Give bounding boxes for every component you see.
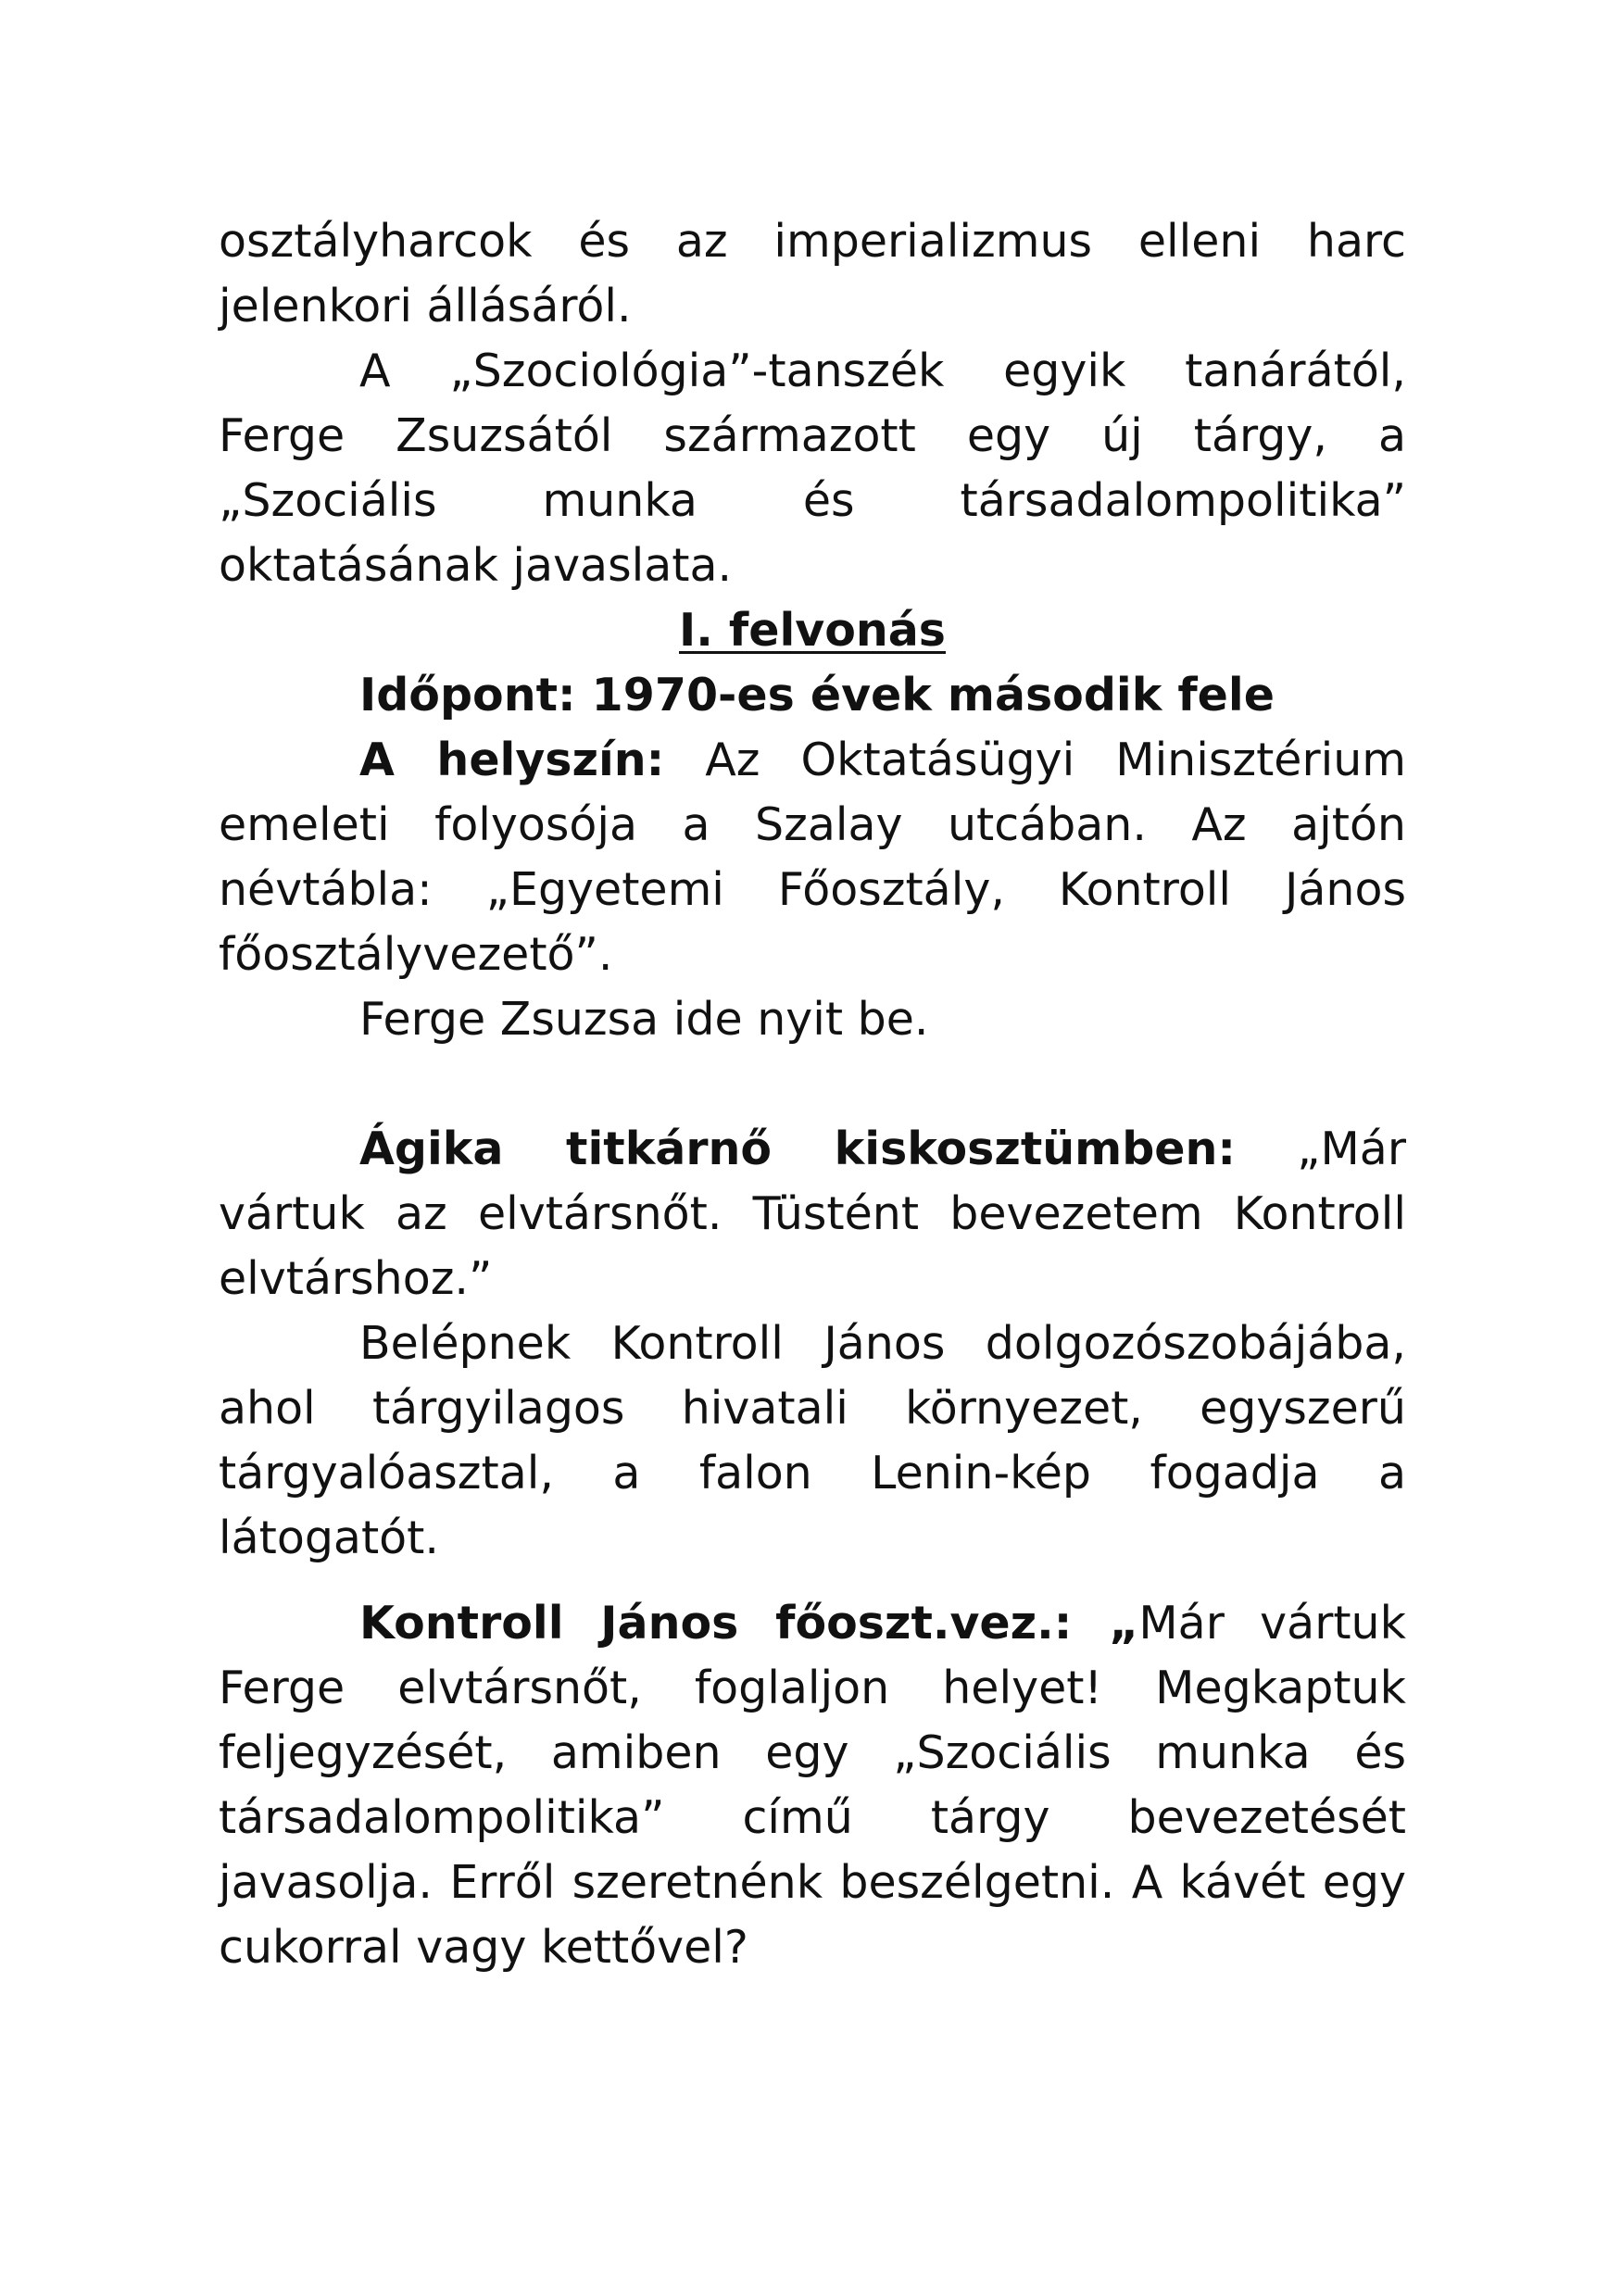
act-heading: I. felvonás [679, 604, 946, 657]
act-time-line: Időpont: 1970-es évek második fele [359, 669, 1275, 721]
location-text: Az Oktatásügyi Minisztérium emeleti folyosója a Szalay utcában. Az ajtón névtábla: „Egyetemi Főosztály, Kontroll János főosztályvezető”. [219, 734, 1407, 981]
document-page [219, 209, 1406, 1980]
stage-direction: Belépnek Kontroll János dolgozószobájába, ahol tárgyilagos hivatali környezet, egyszerű tárgyalóasztal, a falon Lenin-kép fogadja a látogatót. [219, 1317, 1406, 1564]
kontroll-text: Már vártuk Ferge elvtársnőt, foglaljon helyet! Megkaptuk feljegyzését, amiben egy „Szociális munka és társadalompolitika” című tárgy bevezetését javasolja. Erről szeretnénk beszélgetni. A kávét egy cukorral vagy kettővel? [219, 1597, 1406, 1974]
kontroll-speaker: Kontroll János főoszt.vez.: „ [359, 1597, 1139, 1650]
enter-stage-direction: Ferge Zsuzsa ide nyit be. [359, 993, 929, 1046]
kontroll-line [219, 1591, 1406, 1980]
agika-speaker: Ágika titkárnő kiskosztümben: [359, 1123, 1237, 1175]
location-label: A helyszín: [359, 734, 665, 786]
location-paragraph [219, 728, 1406, 987]
intro-paragraph-proposal: A „Szociológia”-tanszék egyik tanárától, Ferge Zsuzsától származott egy új tárgy, a „Szociális munka és társadalompolitika” oktatásának javaslata. [219, 345, 1406, 592]
agika-line [219, 1117, 1406, 1311]
agika-text: „Már vártuk az elvtársnőt. Tüstént bevezetem Kontroll elvtárshoz.” [219, 1123, 1406, 1305]
intro-paragraph-continuation: osztályharcok és az imperializmus elleni harc jelenkori állásáról. [219, 215, 1406, 332]
